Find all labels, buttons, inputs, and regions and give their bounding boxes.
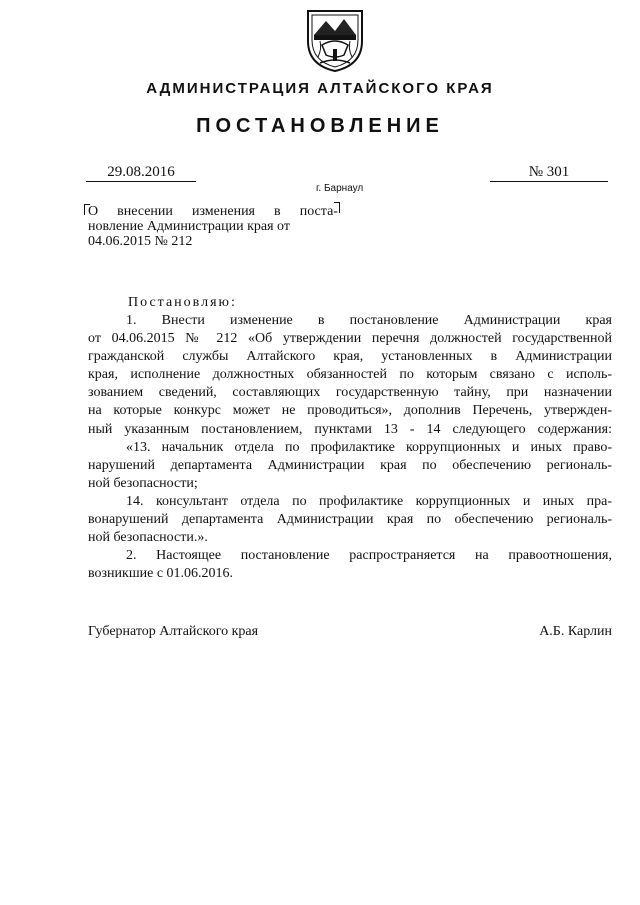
- subject-word: внесении: [117, 204, 173, 219]
- document-date: 29.08.2016: [86, 163, 196, 182]
- body-line: на которые конкурс может не проводиться», дополнив Перечень, утвержден-: [88, 403, 612, 419]
- body-line: вонарушений департамента Администрации края по обеспечению региональ-: [88, 512, 612, 528]
- body-line: края, исполнение должностных обязанностей по которым связано с исполь-: [88, 367, 612, 383]
- body-line: ной безопасности;: [88, 475, 198, 491]
- body-line: зованием сведений, составляющих государственную тайну, при назначении: [88, 385, 612, 401]
- signatory-title: Губернатор Алтайского края: [88, 624, 259, 639]
- organization-name: АДМИНИСТРАЦИЯ АЛТАЙСКОГО КРАЯ: [146, 80, 494, 97]
- body-line: от 04.06.2015 № 212 «Об утверждении перечня должностей государственной: [88, 331, 612, 347]
- body-line: 14. консультант отдела по профилактике коррупционных и иных пра-: [126, 493, 612, 509]
- resolve-heading: Постановляю:: [128, 295, 237, 310]
- subject-word: в: [274, 204, 281, 219]
- body-line: ный указанным постановлением, пунктами 13 - 14 следующего содержания:: [88, 421, 612, 437]
- document-number: № 301: [490, 163, 608, 182]
- body-line: возникшие с 01.06.2016.: [88, 566, 234, 582]
- document-type: ПОСТАНОВЛЕНИЕ: [196, 115, 444, 137]
- document-subject: [88, 204, 338, 249]
- subject-line: 04.06.2015 № 212: [88, 234, 193, 249]
- document-body: [88, 312, 612, 583]
- body-line: 1. Внести изменение в постановление Администрации края: [126, 313, 612, 328]
- body-line: ной безопасности.».: [88, 530, 208, 546]
- body-line: «13. начальник отдела по профилактике коррупционных и иных право-: [126, 439, 612, 455]
- altai-coat-of-arms-icon: [300, 5, 370, 75]
- subject-word: изменения: [191, 204, 255, 219]
- body-line: гражданской службы Алтайского края, установленных в Администрации: [88, 349, 612, 365]
- signatory-name: А.Б. Карлин: [539, 624, 612, 639]
- subject-word: О: [88, 204, 99, 219]
- body-line: 2. Настоящее постановление распространяется на правоотношения,: [126, 548, 612, 564]
- subject-line: новление Администрации края от: [88, 219, 290, 234]
- body-line: нарушений департамента Администрации края по обеспечению региональ-: [88, 457, 612, 473]
- subject-word: поста-: [299, 204, 338, 219]
- subject-line: [88, 204, 338, 219]
- document-city: г. Барнаул: [316, 183, 364, 194]
